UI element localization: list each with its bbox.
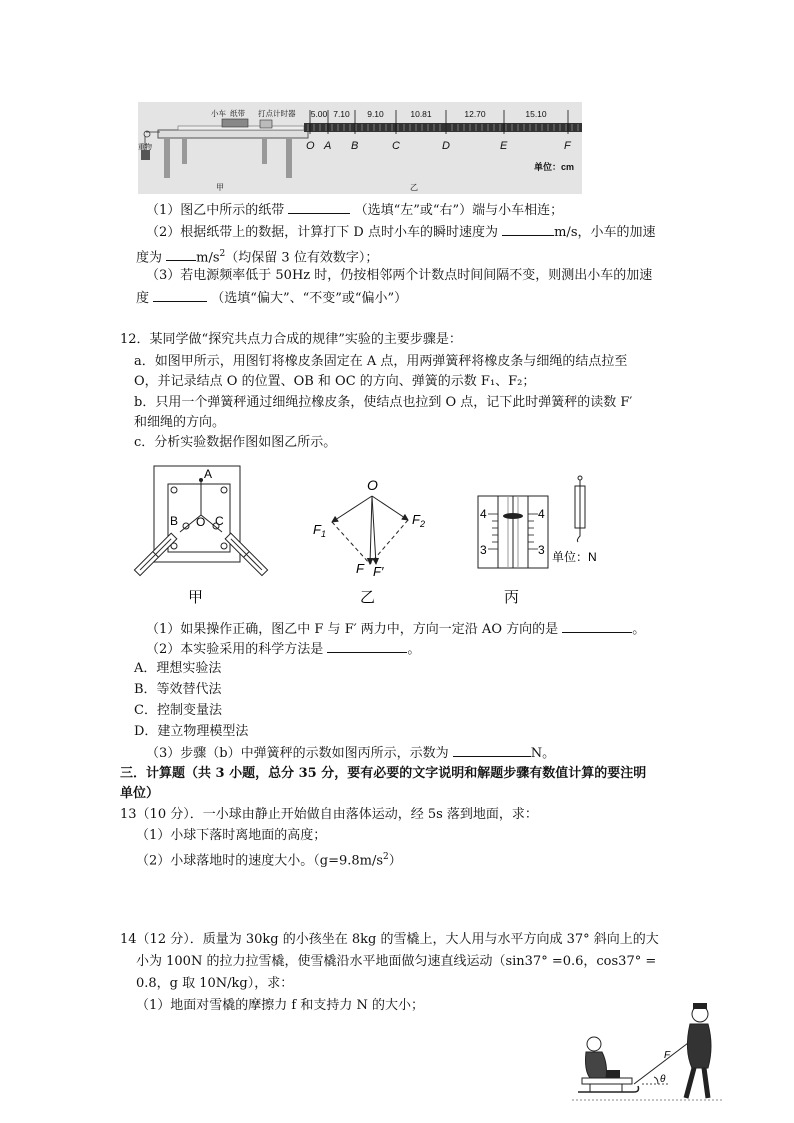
q11-part3-text: （3）若电源频率低于 50Hz 时，仍按相邻两个计数点时间间隔不变，则测出小车的加速 bbox=[146, 268, 653, 283]
q13-stem: 13（10 分）．一小球由静止开始做自由落体运动，经 5s 落到地面，求： bbox=[120, 807, 538, 822]
q12-blank-2[interactable] bbox=[327, 639, 407, 653]
figure-cart-tape bbox=[138, 102, 582, 194]
q11-part3-cont bbox=[136, 288, 407, 309]
q12-part3 bbox=[146, 743, 555, 764]
q12-part3-end: N。 bbox=[530, 746, 556, 761]
tape-point-E: E bbox=[500, 140, 508, 152]
tape-point-D: D bbox=[442, 140, 450, 152]
q12-option-b[interactable]: B．等效替代法 bbox=[134, 682, 222, 697]
label-timer: 打点计时器 bbox=[258, 109, 296, 118]
label-point-B: B bbox=[170, 514, 179, 528]
q12-part2-text: （2）本实验采用的科学方法是 bbox=[146, 642, 324, 657]
label-fig-yi: 乙 bbox=[410, 183, 418, 192]
q11-part3 bbox=[146, 266, 652, 286]
q13-part2-sup: 2 bbox=[383, 852, 389, 862]
label-fig-jia-12: 甲 bbox=[188, 589, 204, 606]
label-F-prime: F′ bbox=[373, 564, 384, 579]
q12-step-a-line1: a．如图甲所示，用图钉将橡皮条固定在 A 点，用两弹簧秤将橡皮条与细绳的结点拉至 bbox=[134, 354, 628, 369]
tape-point-labels bbox=[306, 140, 572, 152]
q14-stem-line1: 14（12 分）．质量为 30kg 的小孩坐在 8kg 的雪橇上，大人用与水平方向成 37° 斜向上的大 bbox=[120, 932, 659, 947]
q12-option-c[interactable]: C．控制变量法 bbox=[134, 703, 222, 718]
tape-point-A: A bbox=[324, 140, 332, 152]
q11-part1-suffix: （选填“左”或“右”）端与小车相连； bbox=[354, 203, 564, 218]
label-F1: $F_1$ bbox=[313, 522, 326, 539]
section-3-heading-line2: 单位） bbox=[120, 786, 160, 801]
label-unit-N: 单位：N bbox=[552, 550, 597, 564]
q12-option-a[interactable]: A．理想实验法 bbox=[134, 661, 222, 676]
tape-distance-label: 12.70 bbox=[464, 109, 486, 119]
q12-part1-text: （1）如果操作正确，图乙中 F 与 F′ 两力中，方向一定沿 AO 方向的是 bbox=[146, 622, 559, 637]
tape-distance-label: 7.10 bbox=[333, 109, 350, 119]
tape-point-C: C bbox=[392, 140, 400, 152]
tape-distance-label: 5.00 bbox=[310, 109, 328, 119]
tape-point-F: F bbox=[564, 140, 571, 152]
label-fig-jia: 甲 bbox=[216, 183, 224, 192]
q14-stem-line2: 小为 100N 的拉力拉雪橇，使雪橇沿水平地面做匀速直线运动（sin37° =0.6，cos37° = bbox=[136, 954, 657, 969]
q12-part2-end: 。 bbox=[407, 642, 421, 657]
label-tape: 纸带 bbox=[230, 109, 245, 118]
q12-option-d[interactable]: D．建立物理模型法 bbox=[134, 724, 249, 739]
q12-step-c: c．分析实验数据作图如图乙所示。 bbox=[134, 435, 337, 450]
label-force-O: O bbox=[367, 477, 378, 493]
q13-part2-text: （2）小球落地时的速度大小。（g=9.8m/s bbox=[136, 853, 384, 869]
q11-blank-2[interactable] bbox=[502, 222, 554, 236]
label-weight: 重物 bbox=[138, 144, 152, 151]
q11-blank-3[interactable] bbox=[166, 247, 196, 261]
scale-tick-3-right: 3 bbox=[538, 543, 545, 557]
q14-stem-line3: 0.8，g 取 10N/kg），求： bbox=[136, 976, 294, 991]
tape-distance-label: 15.10 bbox=[525, 109, 547, 119]
q13-part2-end: ） bbox=[388, 853, 402, 869]
label-point-O: O bbox=[196, 515, 206, 529]
scale-tick-4-right: 4 bbox=[538, 507, 545, 521]
q11-part2-du: 度为 bbox=[136, 250, 163, 266]
q11-part2 bbox=[146, 222, 656, 243]
q11-part2-cont bbox=[136, 244, 378, 268]
q14-part1: （1）地面对雪橇的摩擦力 f 和支持力 N 的大小； bbox=[136, 998, 424, 1013]
q13-part2 bbox=[136, 847, 402, 871]
figure-force-experiments bbox=[130, 460, 630, 610]
q11-part3-options: （选填“偏大”、“不变”或“偏小”） bbox=[211, 291, 408, 306]
q11-part1-prefix: （1）图乙中所示的纸带 bbox=[146, 203, 285, 218]
q12-step-b-line2: 和细绳的方向。 bbox=[134, 415, 226, 430]
label-fig-yi-12: 乙 bbox=[360, 589, 376, 606]
label-theta: θ bbox=[660, 1074, 666, 1085]
label-point-A: A bbox=[204, 467, 213, 481]
q11-blank-1[interactable] bbox=[288, 200, 350, 214]
tape-distance-label: 9.10 bbox=[367, 109, 384, 119]
q12-blank-1[interactable] bbox=[562, 619, 632, 633]
q11-part2-prefix: （2）根据纸带上的数据，计算打下 D 点时小车的瞬时速度为 bbox=[146, 225, 498, 240]
q12-step-a-line2: O，并记录结点 O 的位置、OB 和 OC 的方向、弹簧的示数 F₁、F₂； bbox=[134, 374, 536, 389]
label-unit-cm: 单位：cm bbox=[534, 162, 575, 172]
scale-tick-3-left: 3 bbox=[480, 543, 487, 557]
tape-distance-label: 10.81 bbox=[410, 109, 432, 119]
q12-part1 bbox=[146, 619, 645, 640]
figure-cart-tape-drawing bbox=[138, 102, 582, 194]
label-point-C: C bbox=[215, 514, 224, 528]
q11-part2-note: （均保留 3 位有效数字）； bbox=[225, 250, 379, 266]
q11-part2-sup: 2 bbox=[219, 249, 226, 259]
tape-point-B: B bbox=[351, 140, 359, 152]
tape-point-O: O bbox=[306, 140, 315, 152]
label-rope-F: F bbox=[664, 1050, 671, 1061]
figure-sled bbox=[572, 1000, 722, 1105]
q12-part1-end: 。 bbox=[632, 622, 646, 637]
q11-part1 bbox=[146, 200, 563, 221]
q12-blank-3[interactable] bbox=[453, 743, 531, 757]
q11-part3-du: 度 bbox=[136, 291, 150, 306]
q11-blank-4[interactable] bbox=[153, 288, 207, 302]
label-fig-bing-12: 丙 bbox=[504, 589, 520, 606]
q11-part2-ms: m/s bbox=[196, 250, 220, 266]
scale-tick-4-left: 4 bbox=[480, 507, 487, 521]
q12-part3-text: （3）步骤（b）中弹簧秤的示数如图丙所示，示数为 bbox=[146, 746, 449, 761]
section-3-heading-line1: 三．计算题（共 3 小题，总分 35 分，要有必要的文字说明和解题步骤有数值计算的要注明 bbox=[120, 766, 647, 781]
label-F2: $F_2$ bbox=[412, 512, 425, 529]
q12-stem: 12．某同学做“探究共点力合成的规律”实验的主要步骤是： bbox=[120, 332, 462, 347]
q12-part2 bbox=[146, 639, 420, 660]
q11-part2-unit: m/s，小车的加速 bbox=[554, 225, 656, 240]
q13-part1: （1）小球下落时离地面的高度； bbox=[136, 828, 327, 843]
q12-step-b-line1: b．只用一个弹簧秤通过细绳拉橡皮条，使结点也拉到 O 点，记下此时弹簧秤的读数 F′ bbox=[134, 395, 633, 410]
label-car: 小车 bbox=[211, 109, 226, 118]
label-F: F bbox=[356, 561, 364, 576]
